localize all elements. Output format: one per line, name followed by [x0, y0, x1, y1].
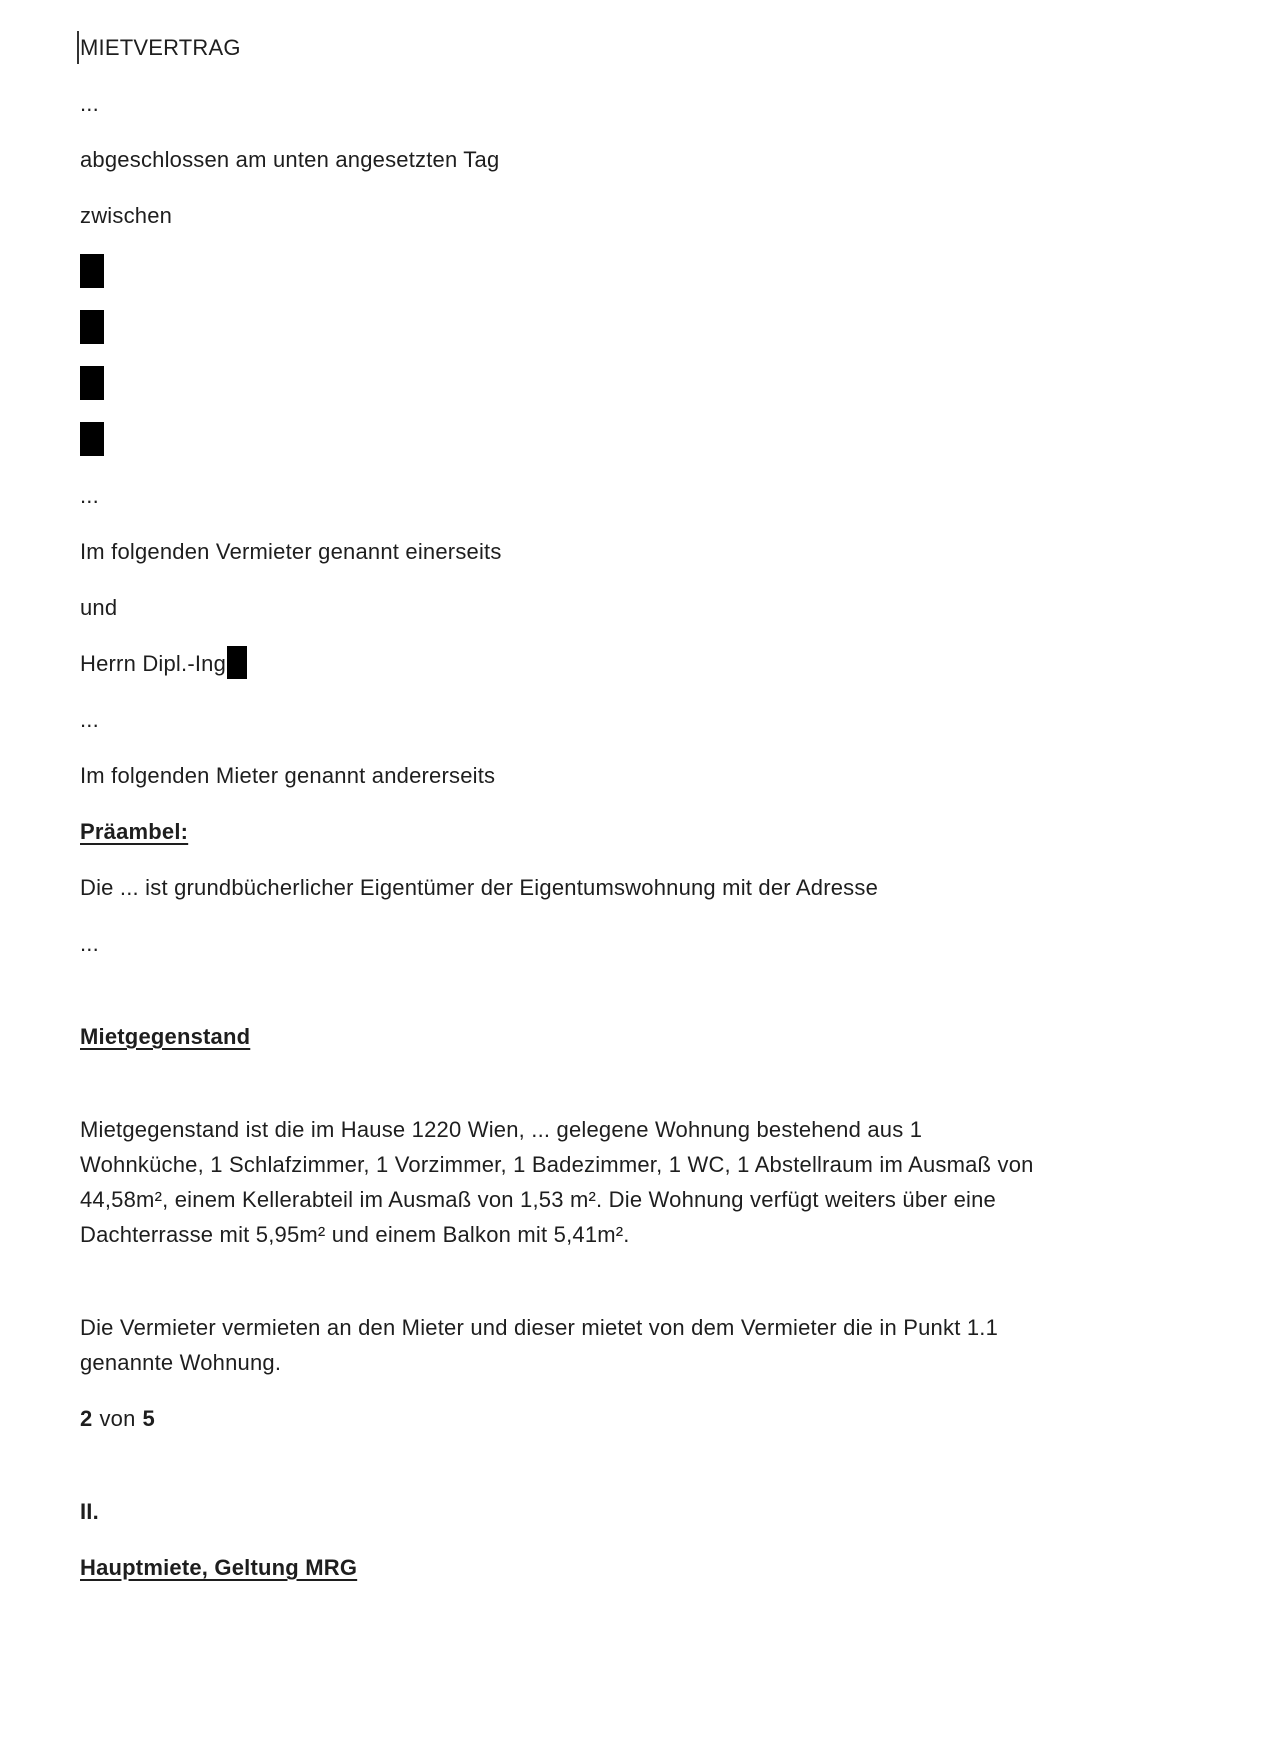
page-number: [80, 1401, 1180, 1436]
text-cursor: [77, 31, 79, 64]
redaction-box: [80, 366, 104, 400]
preamble-heading: Präambel:: [80, 819, 189, 844]
paragraph-line: 44,58m², einem Kellerabteil im Ausmaß von 1,53 m². Die Wohnung verfügt weiters über eine: [80, 1187, 996, 1212]
redaction-box: [80, 422, 104, 456]
vermieter-line: Im folgenden Vermieter genannt einerseits: [80, 539, 502, 564]
mietgegenstand-paragraph: [80, 1112, 1180, 1252]
redacted-landlord-line-2: [80, 310, 1180, 345]
paragraph-line: genannte Wohnung.: [80, 1350, 282, 1375]
page-number-separator: von: [99, 1406, 136, 1431]
redaction-box: [227, 646, 247, 679]
paragraph-line: Mietgegenstand ist die im Hause 1220 Wien, ... gelegene Wohnung bestehend aus 1: [80, 1117, 923, 1142]
redacted-landlord-line-3: [80, 366, 1180, 401]
paragraph-line: Dachterrasse mit 5,95m² und einem Balkon mit 5,41m².: [80, 1222, 630, 1247]
redaction-box: [80, 254, 104, 288]
mieter-line: Im folgenden Mieter genannt andererseits: [80, 763, 496, 788]
paragraph-line: Die Vermieter vermieten an den Mieter und dieser mietet von dem Vermieter die in Punkt 1.1: [80, 1315, 999, 1340]
section2-numeral: II.: [80, 1499, 99, 1524]
and-line: und: [80, 595, 118, 620]
ellipsis-line-2: ...: [80, 483, 99, 508]
vermietung-paragraph: [80, 1310, 1180, 1380]
page-number-current: 2: [80, 1406, 93, 1431]
concluded-line: abgeschlossen am unten angesetzten Tag: [80, 147, 500, 172]
redacted-landlord-line-1: [80, 254, 1180, 289]
paragraph-line: Wohnküche, 1 Schlafzimmer, 1 Vorzimmer, 1 Badezimmer, 1 WC, 1 Abstellraum im Ausmaß von: [80, 1152, 1034, 1177]
preamble-body: Die ... ist grundbücherlicher Eigentümer der Eigentumswohnung mit der Adresse: [80, 875, 879, 900]
ellipsis-line-3: ...: [80, 707, 99, 732]
between-line: zwischen: [80, 203, 173, 228]
ellipsis-line-1: ...: [80, 91, 99, 116]
section-heading-hauptmiete: Hauptmiete, Geltung MRG: [80, 1555, 358, 1580]
redacted-landlord-line-4: [80, 422, 1180, 457]
tenant-name-line: [80, 646, 1180, 681]
tenant-name-prefix: Herrn Dipl.-Ing: [80, 651, 227, 676]
redaction-box: [80, 310, 104, 344]
page-number-total: 5: [142, 1406, 155, 1431]
section-heading-mietgegenstand: Mietgegenstand: [80, 1024, 251, 1049]
document-title: MIETVERTRAG: [80, 35, 241, 60]
ellipsis-line-4: ...: [80, 931, 99, 956]
